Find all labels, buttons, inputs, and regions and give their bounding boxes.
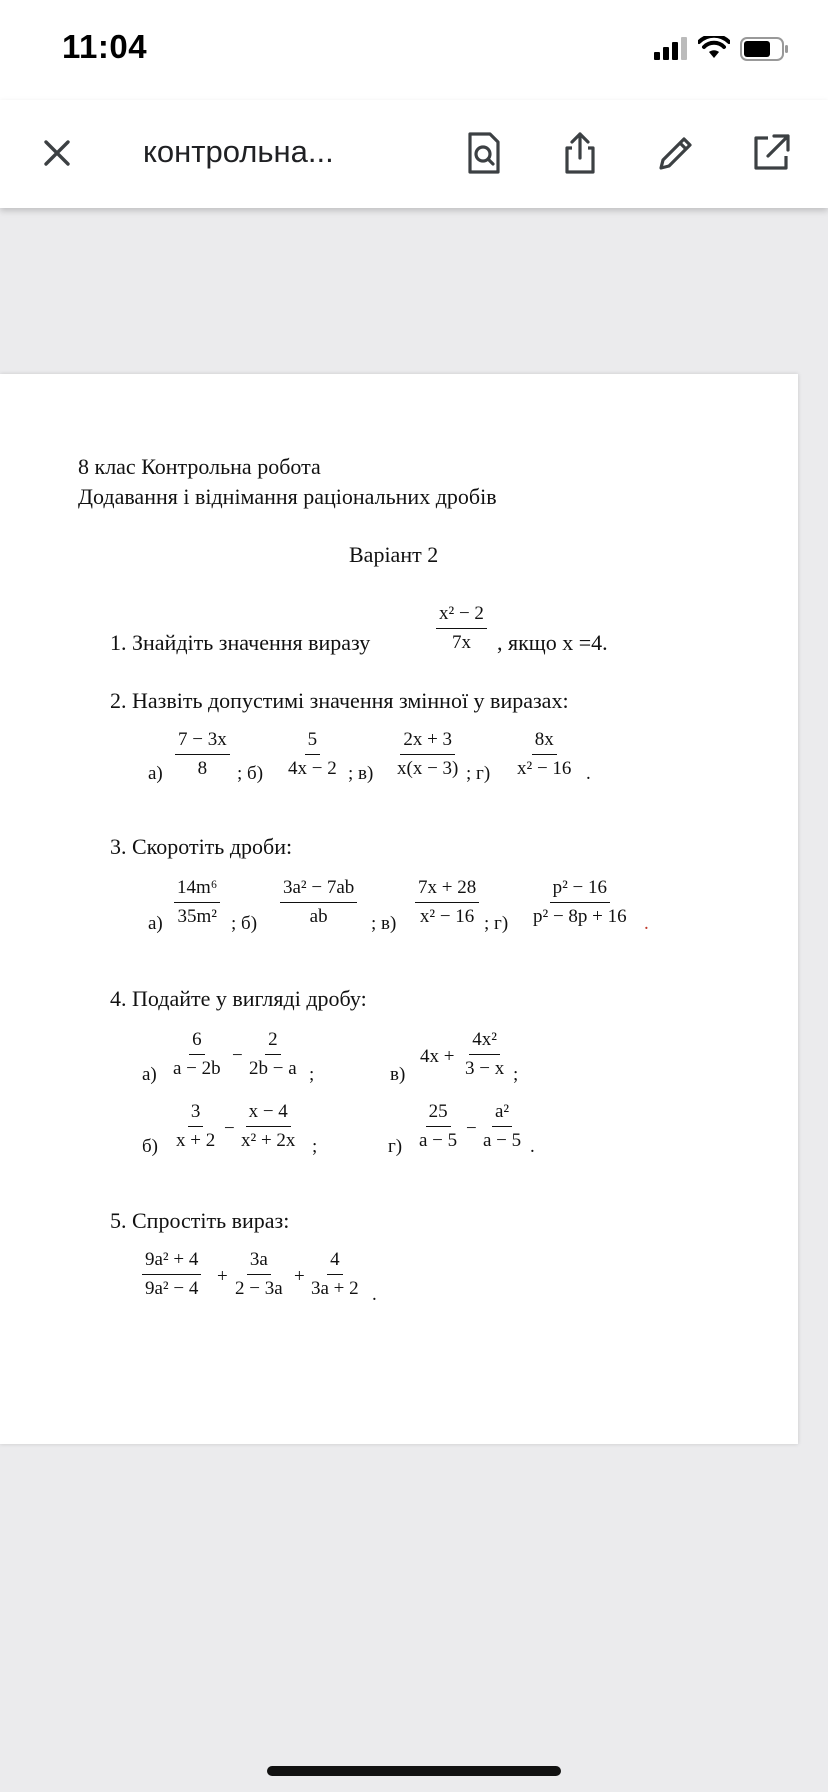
task4-d2-num: a² <box>492 1102 512 1127</box>
task4-c1-den: 3 − x <box>465 1057 505 1079</box>
task4-c-lead: 4x + <box>420 1046 455 1067</box>
task3-c-num: 7x + 28 <box>415 878 479 903</box>
task3-d-den: p² − 8p + 16 <box>533 905 627 927</box>
task5-plus2: + <box>294 1266 305 1287</box>
task4-a1-num: 6 <box>189 1030 205 1055</box>
task4-c: в) <box>390 1064 406 1085</box>
task4-a-semi: ; <box>309 1064 315 1085</box>
task3-fraction-b <box>280 878 357 927</box>
task2-d-den: x² − 16 <box>517 757 572 779</box>
task3-d-num: p² − 16 <box>550 878 610 903</box>
task4-d: г) <box>388 1136 403 1157</box>
open-external-icon[interactable] <box>748 130 794 176</box>
task1-den: 7x <box>451 631 471 653</box>
task2-fraction-c <box>394 730 461 779</box>
task3-c: ; в) <box>371 913 397 934</box>
task4-d2-den: a − 5 <box>483 1129 522 1151</box>
task4-b1-num: 3 <box>188 1102 204 1127</box>
task5-end: . <box>372 1284 377 1305</box>
task4-b-semi: ; <box>312 1136 318 1157</box>
document-search-icon[interactable] <box>461 130 507 176</box>
task4-d1-den: a − 5 <box>419 1129 458 1151</box>
task4-b-minus: − <box>224 1118 235 1139</box>
task4-d1-num: 25 <box>426 1102 451 1127</box>
task3-a-den: 35m² <box>177 905 217 927</box>
task4-c-semi: ; <box>513 1064 519 1085</box>
task4-a-minus: − <box>232 1045 243 1066</box>
task2-end: . <box>586 763 591 784</box>
task2-b-den: 4x − 2 <box>288 757 337 779</box>
task3-fraction-c <box>415 878 479 927</box>
status-time: 11:04 <box>62 28 148 65</box>
variant-title: Варіант 2 <box>349 542 439 567</box>
task4-a: а) <box>142 1064 157 1085</box>
cellular-signal-icon <box>654 36 688 65</box>
task3-b: ; б) <box>231 913 258 934</box>
task4-fraction-b1 <box>173 1102 218 1151</box>
status-icons <box>654 36 794 62</box>
task3-label: 3. Скоротіть дроби: <box>110 834 293 859</box>
doc-header-line1: 8 клас Контрольна робота <box>78 454 321 479</box>
task4-fraction-b2 <box>238 1102 298 1151</box>
app-toolbar <box>0 100 828 208</box>
task2-c-num: 2x + 3 <box>400 730 455 755</box>
task4-end: . <box>530 1136 535 1157</box>
task3-fraction-d <box>530 878 630 927</box>
document-title: контрольна... <box>143 134 334 169</box>
doc-header-line2: Додавання і віднімання раціональних дробів <box>78 484 497 509</box>
task4-a1-den: a − 2b <box>173 1057 221 1079</box>
task2-a-num: 7 − 3x <box>175 730 230 755</box>
task2-c-den: x(x − 3) <box>397 757 459 779</box>
task2-d: ; г) <box>466 763 491 784</box>
task5-f1-num: 9a² + 4 <box>142 1250 201 1275</box>
battery-icon <box>740 36 790 67</box>
task4-fraction-c1 <box>462 1030 507 1079</box>
task2-d-num: 8x <box>532 730 557 755</box>
task5-fraction-3 <box>308 1250 362 1299</box>
task2-a: а) <box>148 763 163 784</box>
task4-fraction-d2 <box>480 1102 524 1151</box>
pencil-icon[interactable] <box>653 130 699 176</box>
task3-b-den: ab <box>309 905 328 927</box>
wifi-icon <box>698 36 730 65</box>
task4-b2-num: x − 4 <box>246 1102 291 1127</box>
task5-f2-num: 3a <box>247 1250 271 1275</box>
task2-a-den: 8 <box>197 757 208 779</box>
task2-b: ; б) <box>237 763 264 784</box>
task4-c1-num: 4x² <box>469 1030 500 1055</box>
task4-fraction-a2 <box>246 1030 300 1079</box>
home-indicator[interactable] <box>267 1766 561 1776</box>
task2-label: 2. Назвіть допустимі значення змінної у виразах: <box>110 688 569 713</box>
task1-num: x² − 2 <box>436 604 487 629</box>
task3-d: ; г) <box>484 913 509 934</box>
task5-label: 5. Спростіть вираз: <box>110 1208 290 1233</box>
task5-fraction-2 <box>232 1250 286 1299</box>
task2-fraction-d <box>514 730 574 779</box>
task4-b: б) <box>142 1136 158 1157</box>
task2-c: ; в) <box>348 763 374 784</box>
close-icon[interactable] <box>34 130 80 176</box>
document-page <box>0 374 798 1444</box>
task5-f3-den: 3a + 2 <box>311 1277 359 1299</box>
task4-label: 4. Подайте у вигляді дробу: <box>110 986 367 1011</box>
task4-b1-den: x + 2 <box>176 1129 216 1151</box>
task2-b-num: 5 <box>305 730 321 755</box>
task3-fraction-a <box>174 878 220 927</box>
share-icon[interactable] <box>557 130 603 176</box>
task4-fraction-d1 <box>416 1102 460 1151</box>
task2-fraction-b <box>285 730 340 779</box>
task1-fraction <box>436 604 487 653</box>
task3-c-den: x² − 16 <box>419 905 475 927</box>
task3-a-num: 14m⁶ <box>174 878 220 903</box>
task4-b2-den: x² + 2x <box>241 1129 296 1151</box>
task4-d-minus: − <box>466 1118 477 1139</box>
task2-fraction-a <box>175 730 230 779</box>
task3-b-num: 3a² − 7ab <box>280 878 357 903</box>
task4-a2-den: 2b − a <box>249 1057 297 1079</box>
task3-a: а) <box>148 913 163 934</box>
task5-fraction-1 <box>142 1250 201 1299</box>
task4-fraction-a1 <box>170 1030 224 1079</box>
task5-f3-num: 4 <box>327 1250 343 1275</box>
task5-plus1: + <box>217 1266 228 1287</box>
task5-f1-den: 9a² − 4 <box>145 1277 199 1299</box>
task4-a2-num: 2 <box>265 1030 281 1055</box>
task1-tail: , якщо x =4. <box>497 630 608 655</box>
status-bar <box>0 0 828 100</box>
task5-f2-den: 2 − 3a <box>235 1277 283 1299</box>
task3-end: . <box>644 913 649 934</box>
task1-label: 1. Знайдіть значення виразу <box>110 630 371 655</box>
